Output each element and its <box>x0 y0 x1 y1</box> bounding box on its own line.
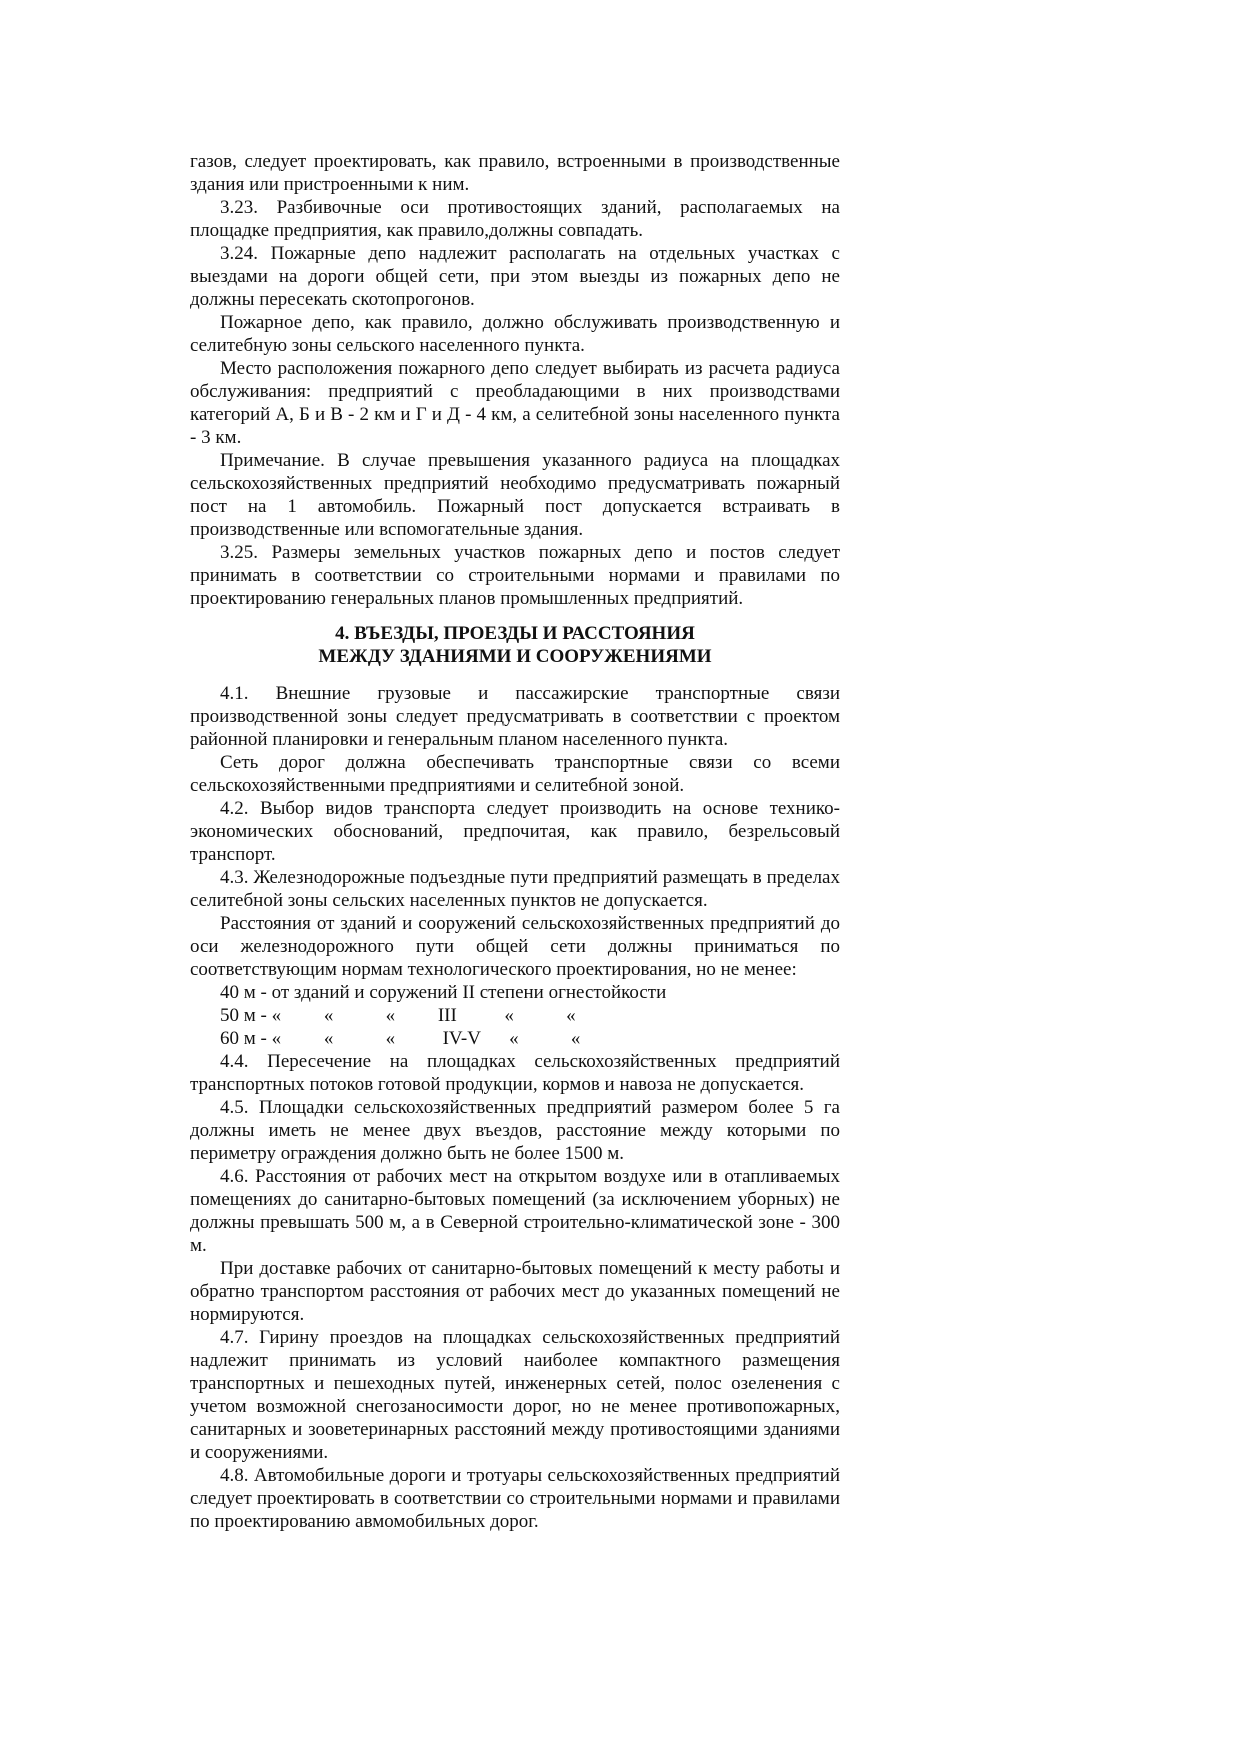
paragraph: 3.25. Размеры земельных участков пожарных депо и постов следует принимать в соответствии со строительными нормами и правилами по проектированию генеральных планов промышленных предприятий. <box>190 542 840 609</box>
paragraph: 3.23. Разбивочные оси противостоящих зданий, располагаемых на площадке предприятия, как правило,должны совпадать. <box>190 197 840 241</box>
paragraph: газов, следует проектировать, как правило, встроенными в производственные здания или пристроенными к ним. <box>190 151 840 195</box>
paragraph: Пожарное депо, как правило, должно обслуживать производственную и селитебную зоны сельского населенного пункта. <box>190 312 840 356</box>
paragraph: Место расположения пожарного депо следует выбирать из расчета радиуса обслуживания: предприятий с преобладающими в них производствами категорий А, Б и В - 2 км и Г и Д - 4 км, а селитебной зоны населенного пункта - 3 км. <box>190 358 840 448</box>
paragraph: При доставке рабочих от санитарно-бытовых помещений к месту работы и обратно транспортом расстояния от рабочих мест до указанных помещений не нормируются. <box>190 1258 840 1325</box>
paragraph: 4.3. Железнодорожные подъездные пути предприятий размещать в пределах селитебной зоны сельских населенных пунктов не допускается. <box>190 867 840 911</box>
paragraph: 3.24. Пожарные депо надлежит располагать на отдельных участках с выездами на дороги общей сети, при этом выезды из пожарных депо не должны пересекать скотопрогонов. <box>190 243 840 310</box>
paragraph: 4.8. Автомобильные дороги и тротуары сельскохозяйственных предприятий следует проектировать в соответствии со строительными нормами и правилами по проектированию авмомобильных дорог. <box>190 1465 840 1532</box>
paragraph: 4.6. Расстояния от рабочих мест на открытом воздухе или в отапливаемых помещениях до санитарно-бытовых помещений (за исключением уборных) не должны превышать 500 м, а в Северной строительно-климатической зоне - 300 м. <box>190 1166 840 1256</box>
paragraph: Расстояния от зданий и сооружений сельскохозяйственных предприятий до оси железнодорожного пути общей сети должны приниматься по соответствующим нормам технологического проектирования, но не менее: <box>190 913 840 980</box>
section-heading-line-1: 4. ВЪЕЗДЫ, ПРОЕЗДЫ И РАССТОЯНИЯ <box>335 623 695 644</box>
paragraph: 4.5. Площадки сельскохозяйственных предприятий размером более 5 га должны иметь не менее двух въездов, расстояние между которыми по периметру ограждения должно быть не более 1500 м. <box>190 1097 840 1164</box>
paragraph: Примечание. В случае превышения указанного радиуса на площадках сельскохозяйственных предприятий необходимо предусматривать пожарный пост на 1 автомобиль. Пожарный пост допускается встраивать в производственные или вспомогательные здания. <box>190 450 840 540</box>
section-heading-line-2: МЕЖДУ ЗДАНИЯМИ И СООРУЖЕНИЯМИ <box>318 646 712 667</box>
paragraph: 4.1. Внешние грузовые и пассажирские транспортные связи производственной зоны следует предусматривать в соответствии с проектом районной планировки и генеральным планом населенного пункта. <box>190 683 840 750</box>
document-body <box>190 150 840 1533</box>
paragraph: 4.7. Гирину проездов на площадках сельскохозяйственных предприятий надлежит принимать из условий наиболее компактного размещения транспортных и пешеходных путей, инженерных сетей, полос озеленения с учетом возможной снегозаносимости дорог, но не менее противопожарных, санитарных и зооветеринарных расстояний между противостоящими зданиями и сооружениями. <box>190 1327 840 1463</box>
distance-row: 40 м - от зданий и соружений II степени огнестойкости <box>220 982 667 1003</box>
distance-row: 60 м - « « « IV-V « « <box>220 1028 581 1049</box>
paragraph: 4.2. Выбор видов транспорта следует производить на основе технико-экономических обоснований, предпочитая, как правило, безрельсовый транспорт. <box>190 798 840 865</box>
distance-row: 50 м - « « « III « « <box>220 1005 576 1026</box>
paragraph: 4.4. Пересечение на площадках сельскохозяйственных предприятий транспортных потоков готовой продукции, кормов и навоза не допускается. <box>190 1051 840 1095</box>
section-heading <box>190 622 840 668</box>
paragraph: Сеть дорог должна обеспечивать транспортные связи со всеми сельскохозяйственными предприятиями и селитебной зоной. <box>190 752 840 796</box>
